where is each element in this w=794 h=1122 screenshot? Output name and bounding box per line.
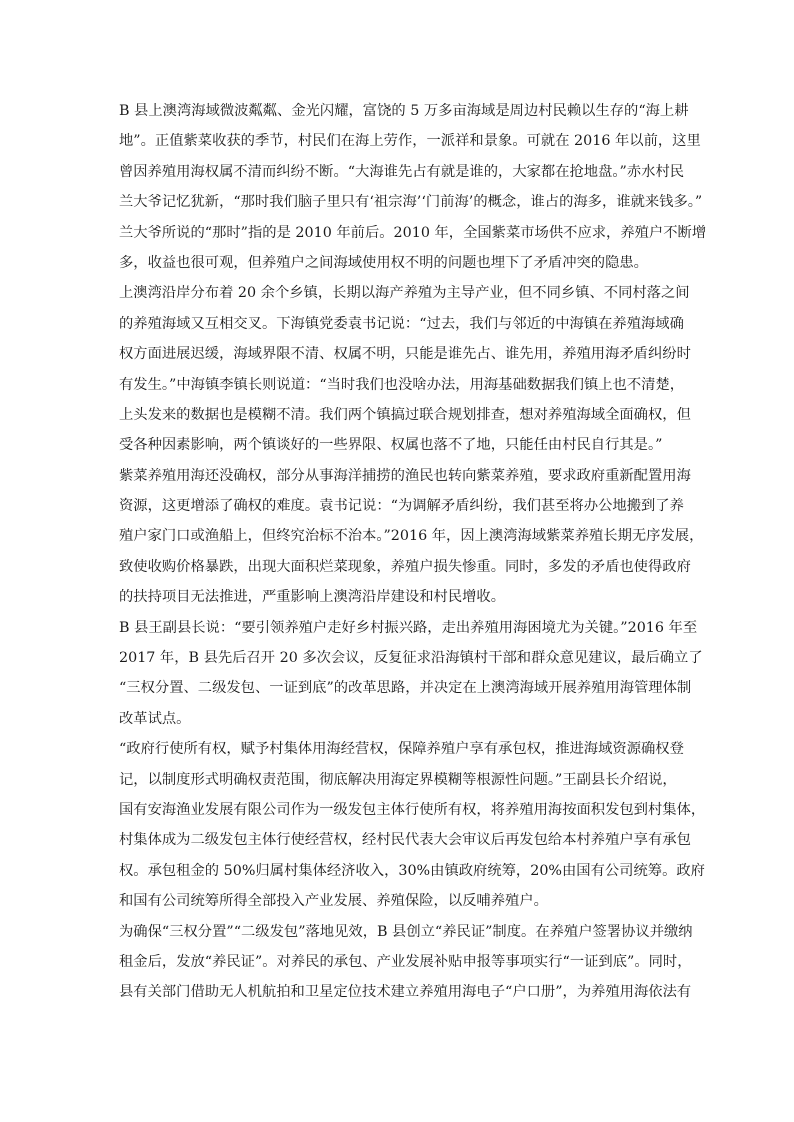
text-line: 有发生。”中海镇李镇长则说道：“当时我们也没啥办法，用海基础数据我们镇上也不清楚， bbox=[119, 376, 685, 393]
text-line: 上澳湾沿岸分布着 20 余个乡镇，长期以海产养殖为主导产业，但不同乡镇、不同村落之间 bbox=[119, 285, 690, 302]
text-line: 受各种因素影响，两个镇谈好的一些界限、权属也落不了地，只能任由村民自行其是。” bbox=[119, 437, 663, 454]
text-line: 村集体成为二级发包主体行使经营权，经村民代表大会审议后再发包给本村养殖户享有承包 bbox=[119, 832, 691, 849]
text-line: 国有安海渔业发展有限公司作为一级发包主体行使所有权，将养殖用海按面积发包到村集体， bbox=[119, 801, 706, 818]
text-line: 地”。正值紫菜收获的季节，村民们在海上劳作，一派祥和景象。可就在 2016 年以前，这里 bbox=[119, 133, 701, 150]
text-line: 权。承包租金的 50%归属村集体经济收入，30%由镇政府统筹，20%由国有公司统筹。政府 bbox=[119, 862, 705, 879]
text-line: 多，收益也很可观，但养殖户之间海域使用权不明的问题也埋下了矛盾冲突的隐患。 bbox=[119, 254, 648, 271]
text-line: 兰大爷记忆犹新，“那时我们脑子里只有‘祖宗海’‘门前海’的概念，谁占的海多，谁就来钱多。” bbox=[119, 194, 703, 211]
text-line: “三权分置、二级发包、一证到底”的改革思路，并决定在上澳湾海域开展养殖用海管理体制 bbox=[119, 680, 692, 697]
text-line: 殖户家门口或渔船上，但终究治标不治本。”2016 年，因上澳湾海域紫菜养殖长期无序发展， bbox=[119, 528, 704, 545]
text-line: 和国有公司统筹所得全部投入产业发展、养殖保险，以反哺养殖户。 bbox=[119, 893, 548, 910]
text-line: 的扶持项目无法推进，严重影响上澳湾沿岸建设和村民增收。 bbox=[119, 589, 506, 606]
text-line: 租金后，发放“养民证”。对养民的承包、产业发展补贴申报等事项实行“一证到底”。同时， bbox=[119, 953, 692, 970]
text-line: 兰大爷所说的“那时”指的是 2010 年前后。2010 年，全国紫菜市场供不应求，养殖户不断增 bbox=[119, 224, 707, 241]
text-line: 权方面进展迟缓，海域界限不清、权属不明，只能是谁先占、谁先用，养殖用海矛盾纠纷时 bbox=[119, 346, 691, 363]
text-line: 资源，这更增添了确权的难度。袁书记说：“为调解矛盾纠纷，我们甚至将办公地搬到了养 bbox=[119, 498, 684, 515]
text-line: B 县王副县长说：“要引领养殖户走好乡村振兴路，走出养殖用海困境尤为关键。”2016 年至 bbox=[119, 619, 698, 636]
text-line: 上头发来的数据也是模糊不清。我们两个镇搞过联合规划排查，想对养殖海域全面确权，但 bbox=[119, 406, 691, 423]
text-line: “政府行使所有权，赋予村集体用海经营权，保障养殖户享有承包权，推进海域资源确权登 bbox=[119, 741, 684, 758]
text-line: 改革试点。 bbox=[119, 710, 191, 727]
text-line: 致使收购价格暴跌，出现大面积烂菜现象，养殖户损失惨重。同时，多发的矛盾也使得政府 bbox=[119, 558, 691, 575]
text-line: 紫菜养殖用海还没确权，部分从事海洋捕捞的渔民也转向紫菜养殖，要求政府重新配置用海 bbox=[119, 467, 691, 484]
text-line: 曾因养殖用海权属不清而纠纷不断。“大海谁先占有就是谁的，大家都在抢地盘。”赤水村民 bbox=[119, 163, 685, 180]
text-line: 2017 年，B 县先后召开 20 多次会议，反复征求沿海镇村干部和群众意见建议，最后确立了 bbox=[119, 650, 703, 667]
text-line: 为确保“三权分置”“二级发包”落地见效，B 县创立“养民证”制度。在养殖户签署协议并缴纳 bbox=[119, 923, 693, 940]
text-line: 的养殖海域又互相交叉。下海镇党委袁书记说：“过去，我们与邻近的中海镇在养殖海域确 bbox=[119, 315, 684, 332]
document-body bbox=[119, 96, 707, 1008]
text-line: B 县上澳湾海域微波粼粼、金光闪耀，富饶的 5 万多亩海域是周边村民赖以生存的“海上耕 bbox=[119, 103, 689, 119]
text-line: 县有关部门借助无人机航拍和卫星定位技术建立养殖用海电子“户口册”，为养殖用海依法有 bbox=[119, 984, 692, 1001]
text-line: 记，以制度形式明确权责范围，彻底解决用海定界模糊等根源性问题。”王副县长介绍说， bbox=[119, 771, 677, 788]
